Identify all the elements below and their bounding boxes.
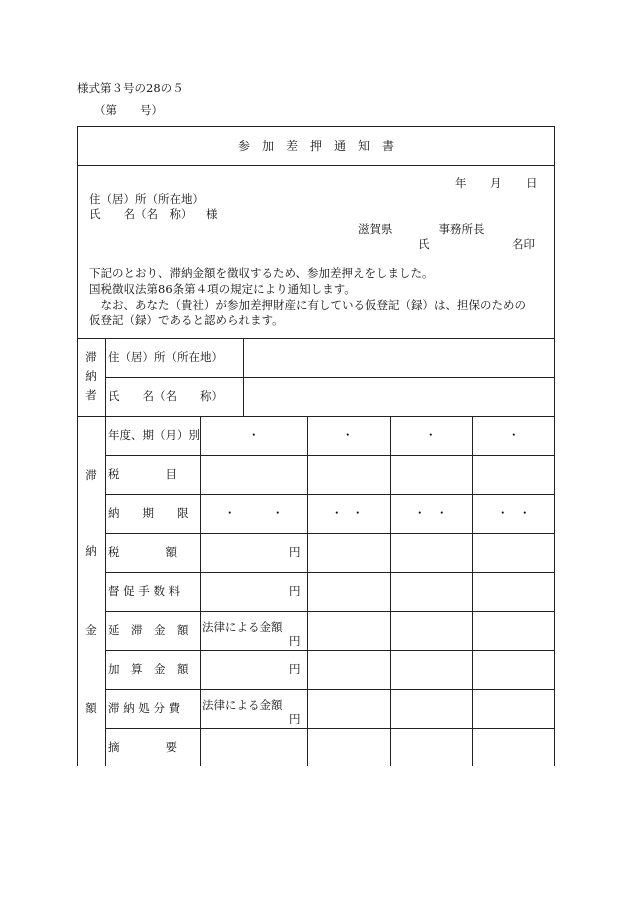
sender-seal: 名印 [512, 237, 535, 251]
body-line-3: なお、あなた（貴社）が参加差押財産に有している仮登記（録）は、担保のための [89, 298, 526, 312]
date-year: 年 [455, 176, 467, 190]
rule-body-bottom [77, 338, 555, 339]
body-line-4: 仮登記（録）であると認められます。 [89, 313, 284, 327]
amount-label-char-3: 金 [85, 623, 97, 637]
rule-amount-col-2 [307, 416, 308, 766]
row-label-entai: 延 滞 金 額 [108, 623, 189, 637]
row-label-nouki: 納 期 限 [108, 506, 189, 520]
col1-tax-yen: 円 [289, 545, 301, 559]
date-month: 月 [490, 176, 502, 190]
col3-nendo-dot: ・ [425, 428, 437, 442]
rule-delinquent-mid [105, 377, 555, 378]
delinquent-label-char-2: 納 [85, 369, 97, 383]
amount-label-char-2: 納 [85, 544, 97, 558]
col1-nendo-dot: ・ [248, 428, 260, 442]
rule-amount-col-4 [472, 416, 473, 766]
form-number: 様式第３号の28の５ [77, 81, 184, 95]
rule-amount-label-col [200, 416, 201, 766]
document-number: （第 号） [94, 103, 163, 117]
rule-row-1 [105, 455, 555, 456]
delinquent-label-char-1: 滞 [85, 350, 97, 364]
addressee-address-label: 住（居）所（所在地） [89, 192, 204, 206]
col1-entai-note: 法律による金額 [202, 620, 283, 634]
delinquent-name-label: 氏 名（名 称） [108, 389, 223, 403]
rule-title-bottom [77, 165, 555, 166]
col3-limit-dot-a: ・ [414, 506, 426, 520]
rule-row-5 [105, 611, 555, 612]
col1-fee-yen: 円 [289, 584, 301, 598]
rule-row-2 [105, 494, 555, 495]
row-label-kasan: 加 算 金 額 [108, 662, 189, 676]
rule-row-7 [105, 689, 555, 690]
col1-shobun-yen: 円 [289, 712, 301, 726]
sender-name: 氏 [418, 237, 430, 251]
col4-limit-dot-b: ・ [519, 506, 531, 520]
rule-delinquent-value-col [243, 338, 244, 416]
rule-row-6 [105, 650, 555, 651]
row-label-shobunhi: 滞 納 処 分 費 [108, 701, 181, 715]
col2-limit-dot-a: ・ [331, 506, 343, 520]
delinquent-address-label: 住（居）所（所在地） [108, 350, 223, 364]
col1-entai-yen: 円 [289, 634, 301, 648]
col4-limit-dot-a: ・ [497, 506, 509, 520]
row-label-tokusoku: 督 促 手 数 料 [108, 584, 181, 598]
col1-limit-dot-b: ・ [272, 506, 284, 520]
row-label-tekiyo: 摘 要 [108, 740, 177, 754]
rule-delinquent-bottom [77, 416, 555, 417]
col2-limit-dot-b: ・ [352, 506, 364, 520]
row-label-zeigaku: 税 額 [108, 545, 177, 559]
amount-label-char-4: 額 [85, 701, 97, 715]
rule-group-label-col [105, 338, 106, 766]
row-label-nendo: 年度、期（月）別 [108, 428, 200, 442]
amount-label-char-1: 滞 [85, 468, 97, 482]
document-title: 参 加 差 押 通 知 書 [237, 139, 394, 153]
row-label-zeimoku: 税 目 [108, 467, 177, 481]
rule-row-4 [105, 572, 555, 573]
addressee-name-label: 氏 名（名 称） [89, 207, 193, 221]
body-line-2: 国税徴収法第86条第４項の規定により通知します。 [89, 282, 356, 296]
body-line-1: 下記のとおり、滞納金額を徴収するため、参加差押えをしました。 [89, 266, 434, 280]
col1-kasan-yen: 円 [289, 662, 301, 676]
date-day: 日 [526, 176, 538, 190]
col3-limit-dot-b: ・ [436, 506, 448, 520]
rule-row-3 [105, 533, 555, 534]
addressee-honorific: 様 [206, 207, 218, 221]
delinquent-label-char-3: 者 [85, 388, 97, 402]
sender-office: 滋賀県 事務所長 [358, 222, 485, 236]
col4-nendo-dot: ・ [508, 428, 520, 442]
col2-nendo-dot: ・ [342, 428, 354, 442]
col1-limit-dot-a: ・ [224, 506, 236, 520]
rule-amount-col-3 [390, 416, 391, 766]
col1-shobun-note: 法律による金額 [202, 698, 283, 712]
rule-row-8 [105, 728, 555, 729]
